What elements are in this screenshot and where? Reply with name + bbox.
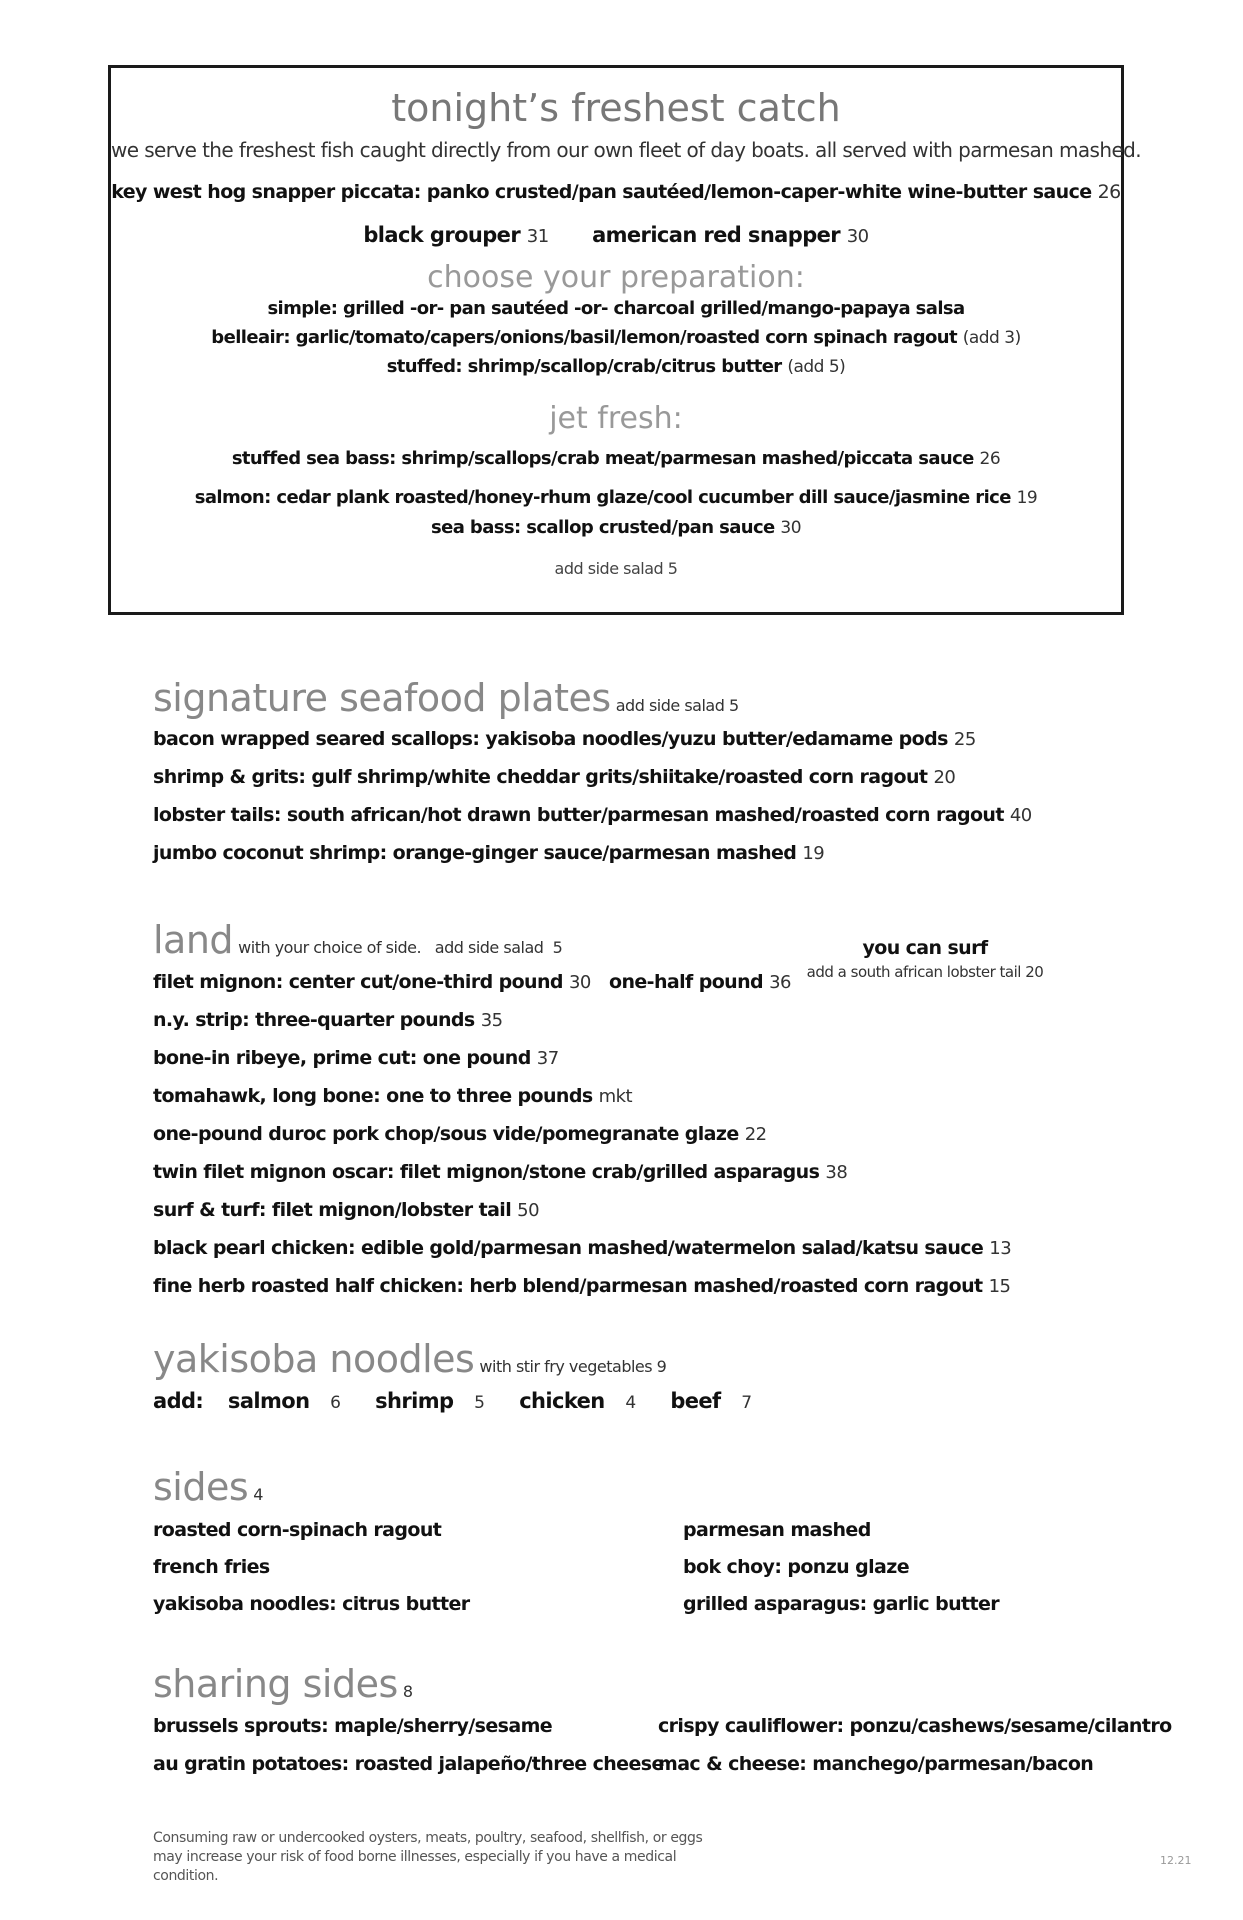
menu-item-name: belleair: garlic/tomato/capers/onions/basil/lemon/roasted corn spinach ragout [211,327,957,348]
fresh-catch-box [108,65,1142,615]
menu-item-price: mkt [598,1086,633,1107]
preparation-heading: choose your preparation: [427,260,805,295]
menu-item-price: 26 [1097,181,1121,203]
menu-item-name: stuffed sea bass: shrimp/scallops/crab meat/parmesan mashed/piccata sauce [231,448,974,469]
fish-red-snapper [592,223,869,247]
yakisoba-header [153,1337,666,1381]
section-title: yakisoba noodles [153,1337,475,1381]
menu-item-name: fine herb roasted half chicken: herb blend/parmesan mashed/roasted corn ragout [153,1275,983,1297]
menu-item-name: filet mignon: center cut/one-third pound [153,971,563,993]
section-title: sides [153,1465,249,1509]
add-beef [670,1389,765,1413]
jet-item-stuffed-sea-bass [111,448,1121,469]
hog-snapper-item [111,181,1121,203]
menu-item-name: twin filet mignon oscar: filet mignon/stone crab/grilled asparagus [153,1161,820,1183]
menu-item [153,728,976,750]
menu-item-name: black grouper [363,223,521,247]
side-item: parmesan mashed [683,1519,871,1541]
add-shrimp [375,1389,498,1413]
menu-item-price: 30 [846,226,869,247]
section-note: add side salad 5 [615,696,739,715]
menu-item-name: jumbo coconut shrimp: orange-ginger sauce/parmesan mashed [153,842,797,864]
menu-item-price: 13 [989,1238,1012,1259]
menu-item-extra: (add 3) [962,328,1021,348]
menu-item-price: 25 [953,729,976,750]
preparation-simple [111,298,1121,319]
sharing-item: crispy cauliflower: ponzu/cashews/sesame/cilantro [658,1715,1172,1737]
menu-item-name: salmon: cedar plank roasted/honey-rhum glaze/cool cucumber dill sauce/jasmine rice [194,487,1011,508]
sharing-item: au gratin potatoes: roasted jalapeño/three cheese [153,1753,664,1775]
add-name: chicken [519,1389,605,1413]
menu-item-name: stuffed: shrimp/scallop/crab/citrus butter [386,356,782,377]
menu-item-name: simple: grilled -or- pan sautéed -or- charcoal grilled/mango-papaya salsa [267,298,965,319]
preparation-belleair [111,327,1121,348]
fish-black-grouper [363,223,555,247]
menu-item [153,842,824,864]
menu-item-price: 40 [1009,805,1032,826]
menu-item-price: 22 [744,1124,767,1145]
menu-item [153,1009,503,1031]
add-name: shrimp [375,1389,454,1413]
add-label: add: [153,1389,204,1413]
menu-item-name: one-pound duroc pork chop/sous vide/pomegranate glaze [153,1123,739,1145]
menu-item [153,804,1032,826]
menu-item-filet [153,971,791,993]
menu-item-price: 50 [517,1200,540,1221]
side-item: french fries [153,1556,270,1578]
menu-item-price: 30 [780,518,802,538]
menu-item-name: bacon wrapped seared scallops: yakisoba noodles/yuzu butter/edamame pods [153,728,948,750]
add-price: 7 [741,1393,752,1413]
surf-addon [780,937,1070,981]
sharing-item: mac & cheese: manchego/parmesan/bacon [658,1753,1094,1775]
add-chicken [519,1389,649,1413]
sides-header [153,1465,263,1509]
jet-item-sea-bass [111,517,1121,538]
menu-item [153,1161,847,1183]
menu-item-extra: (add 5) [787,357,846,377]
side-item: grilled asparagus: garlic butter [683,1593,1000,1615]
side-item: bok choy: ponzu glaze [683,1556,910,1578]
menu-item-name: n.y. strip: three-quarter pounds [153,1009,475,1031]
section-price: 4 [253,1485,263,1504]
add-price: 4 [625,1393,636,1413]
side-salad-note: add side salad 5 [554,559,678,578]
yakisoba-adds [153,1389,780,1413]
section-title: signature seafood plates [153,676,611,720]
menu-item-name: lobster tails: south african/hot drawn butter/parmesan mashed/roasted corn ragout [153,804,1004,826]
section-note: with stir fry vegetables 9 [479,1357,667,1376]
add-salmon [228,1389,355,1413]
menu-version-code: 12.21 [1160,1854,1192,1867]
menu-item-name: tomahawk, long bone: one to three pounds [153,1085,593,1107]
menu-item-name: sea bass: scallop crusted/pan sauce [430,517,775,538]
menu-item-price: 26 [979,449,1001,469]
section-title: land [153,918,234,962]
add-price: 6 [330,1393,341,1413]
menu-item-price: 15 [988,1276,1011,1297]
menu-item-price: 19 [1016,488,1038,508]
menu-item-price: 38 [825,1162,848,1183]
section-title: sharing sides [153,1662,398,1706]
menu-item-price-2: 36 [769,972,791,993]
menu-item-name-2: one-half pound [609,971,764,993]
side-item: yakisoba noodles: citrus butter [153,1593,470,1615]
jet-fresh-heading: jet fresh: [549,401,683,436]
fish-row [111,223,1121,247]
sharing-item: brussels sprouts: maple/sherry/sesame [153,1715,553,1737]
fresh-catch-title: tonight’s freshest catch [391,86,841,130]
menu-item [153,1199,539,1221]
menu-item-name: key west hog snapper piccata: panko crusted/pan sautéed/lemon-caper-white wine-butter sauce [111,181,1092,203]
section-note: with your choice of side. add side salad 5 [238,938,563,957]
land-header [153,918,562,962]
menu-item-price: 35 [480,1010,503,1031]
menu-item-price: 19 [802,843,825,864]
menu-item-name: bone-in ribeye, prime cut: one pound [153,1047,531,1069]
menu-item [153,1085,632,1107]
sharing-header [153,1662,413,1706]
menu-item [153,1237,1011,1259]
menu-item-name: surf & turf: filet mignon/lobster tail [153,1199,512,1221]
add-name: beef [670,1389,721,1413]
add-price: 5 [474,1393,485,1413]
section-price: 8 [402,1682,413,1701]
menu-item-price: 37 [536,1048,559,1069]
preparation-stuffed [111,356,1121,377]
signature-header [153,676,739,720]
add-name: salmon [227,1389,310,1413]
menu-item [153,1275,1010,1297]
menu-item-name: black pearl chicken: edible gold/parmesan mashed/watermelon salad/katsu sauce [153,1237,984,1259]
menu-item-price: 30 [568,972,591,993]
menu-item-price: 20 [933,767,956,788]
side-item: roasted corn-spinach ragout [153,1519,442,1541]
menu-item [153,766,955,788]
surf-title: you can surf [862,937,988,959]
menu-item [153,1123,767,1145]
menu-item-price: 31 [526,226,549,247]
health-disclaimer: Consuming raw or undercooked oysters, meats, poultry, seafood, shellfish, or eggs may increase your risk of food borne illnesses, especially if you have a medical condition. [153,1830,703,1884]
menu-item-name: shrimp & grits: gulf shrimp/white cheddar grits/shiitake/roasted corn ragout [153,766,928,788]
menu-item-name: american red snapper [592,223,841,247]
jet-item-salmon [111,487,1121,508]
menu-item [153,1047,559,1069]
surf-note: add a south african lobster tail 20 [806,963,1044,981]
fresh-catch-subtitle: we serve the freshest fish caught directly from our own fleet of day boats. all served with parmesan mashed. [111,138,1142,162]
